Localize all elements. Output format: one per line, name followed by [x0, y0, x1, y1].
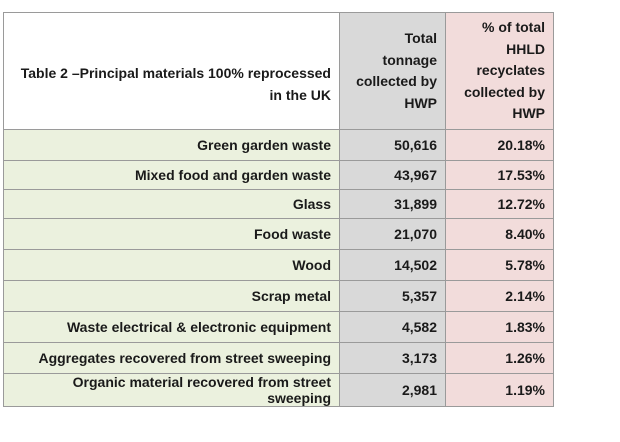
material-cell: Glass — [4, 190, 340, 219]
percent-cell: 5.78% — [446, 250, 554, 281]
table-row — [4, 130, 554, 161]
table-row — [4, 161, 554, 190]
table-row — [4, 343, 554, 374]
percent-cell: 8.40% — [446, 219, 554, 250]
material-cell: Wood — [4, 250, 340, 281]
percent-cell: 20.18% — [446, 130, 554, 161]
material-cell: Green garden waste — [4, 130, 340, 161]
material-cell: Waste electrical & electronic equipment — [4, 312, 340, 343]
percent-cell: 1.83% — [446, 312, 554, 343]
material-cell: Scrap metal — [4, 281, 340, 312]
table-row — [4, 250, 554, 281]
tonnage-cell: 2,981 — [340, 374, 446, 407]
table-row — [4, 312, 554, 343]
percent-cell: 1.19% — [446, 374, 554, 407]
tonnage-cell: 21,070 — [340, 219, 446, 250]
tonnage-cell: 31,899 — [340, 190, 446, 219]
tonnage-cell: 43,967 — [340, 161, 446, 190]
tonnage-cell: 3,173 — [340, 343, 446, 374]
material-cell: Organic material recovered from street sweeping — [4, 374, 340, 407]
table-row — [4, 219, 554, 250]
tonnage-header: Total tonnage collected by HWP — [340, 13, 446, 130]
percent-header: % of total HHLD recyclates collected by HWP — [446, 13, 554, 130]
percent-cell: 12.72% — [446, 190, 554, 219]
tonnage-cell: 4,582 — [340, 312, 446, 343]
material-cell: Food waste — [4, 219, 340, 250]
table-row — [4, 190, 554, 219]
percent-cell: 2.14% — [446, 281, 554, 312]
table-row — [4, 281, 554, 312]
tonnage-cell: 14,502 — [340, 250, 446, 281]
percent-cell: 1.26% — [446, 343, 554, 374]
material-cell: Aggregates recovered from street sweeping — [4, 343, 340, 374]
table-row — [4, 374, 554, 407]
header-row — [4, 13, 554, 130]
table-title: Table 2 –Principal materials 100% reprocessed in the UK — [20, 65, 331, 103]
materials-table — [3, 12, 554, 407]
percent-cell: 17.53% — [446, 161, 554, 190]
tonnage-cell: 50,616 — [340, 130, 446, 161]
tonnage-cell: 5,357 — [340, 281, 446, 312]
material-cell: Mixed food and garden waste — [4, 161, 340, 190]
table-title-cell — [4, 13, 340, 130]
